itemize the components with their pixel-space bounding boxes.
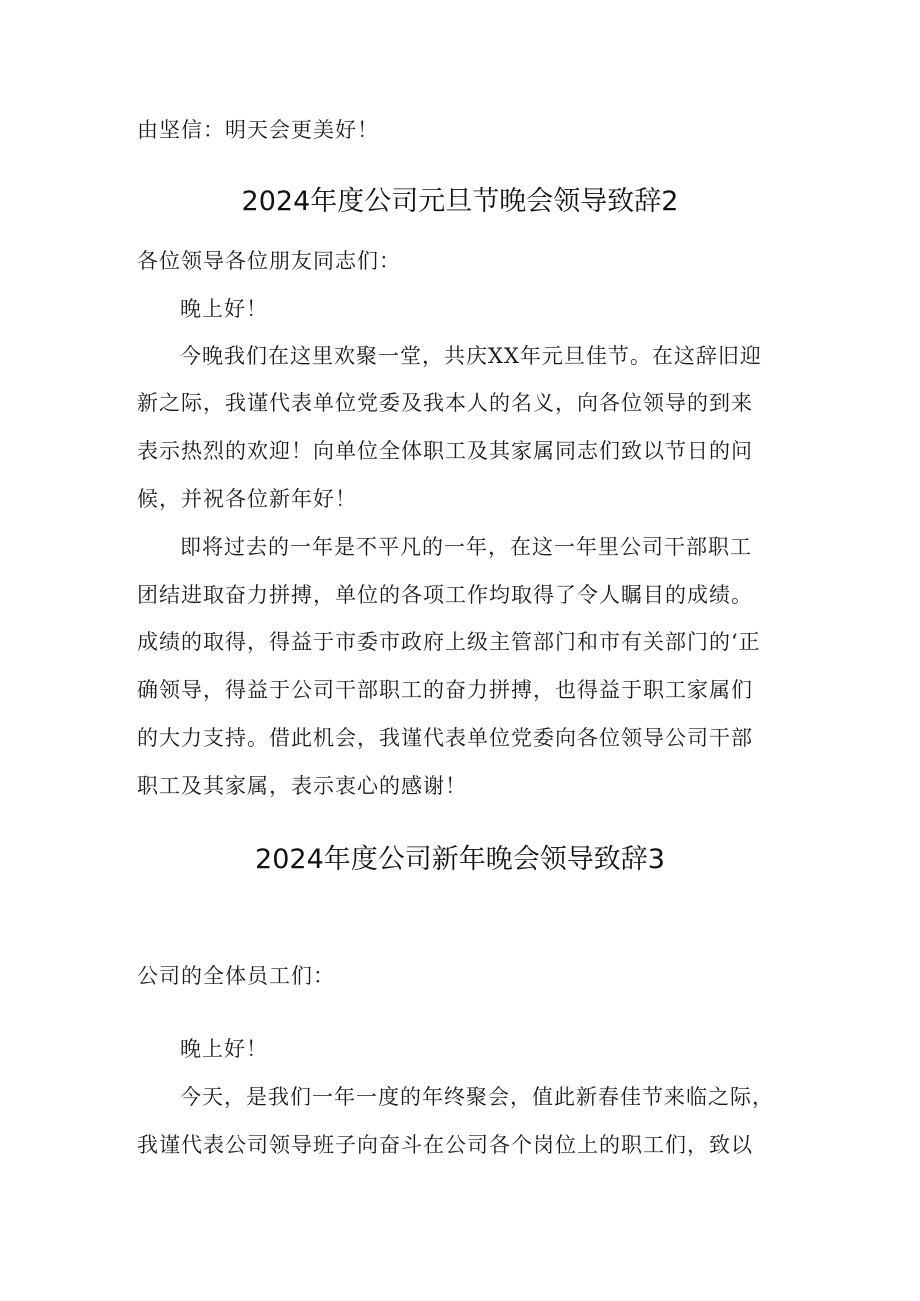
salutation: 各位领导各位朋友同志们： xyxy=(137,249,401,273)
paragraph-line: 新之际，我谨代表单位党委及我本人的名义，向各位领导的到来 xyxy=(137,391,753,415)
section-heading-3: 2024年度公司新年晚会领导致辞3 xyxy=(255,844,665,875)
paragraph-line: 的大力支持。借此机会，我谨代表单位党委向各位领导公司干部 xyxy=(137,726,753,750)
paragraph-line: 团结进取奋力拼搏，单位的各项工作均取得了令人瞩目的成绩。 xyxy=(137,583,753,607)
paragraph-line: 表示热烈的欢迎！向单位全体职工及其家属同志们致以节日的问 xyxy=(137,439,753,463)
paragraph-line: 成绩的取得，得益于市委市政府上级主管部门和市有关部门的‘正 xyxy=(137,630,761,654)
paragraph-line: 今晚我们在这里欢聚一堂，共庆XX年元旦佳节。在这辞旧迎 xyxy=(180,344,762,368)
section-heading-2: 2024年度公司元旦节晚会领导致辞2 xyxy=(241,186,679,217)
paragraph-line: 今天，是我们一年一度的年终聚会，值此新春佳节来临之际， xyxy=(180,1085,774,1109)
salutation: 公司的全体员工们： xyxy=(137,964,335,988)
paragraph-line: 由坚信：明天会更美好！ xyxy=(137,118,379,142)
paragraph-line: 候，并祝各位新年好！ xyxy=(137,487,357,511)
paragraph-line: 确领导，得益于公司干部职工的奋力拼搏，也得益于职工家属们 xyxy=(137,678,753,702)
paragraph-line: 我谨代表公司领导班子向奋斗在公司各个岗位上的职工们，致以 xyxy=(137,1133,753,1157)
greeting: 晚上好！ xyxy=(180,297,268,321)
paragraph-line: 职工及其家属，表示衷心的感谢！ xyxy=(137,774,467,798)
greeting: 晚上好！ xyxy=(180,1037,268,1061)
paragraph-line: 即将过去的一年是不平凡的一年，在这一年里公司干部职工 xyxy=(180,535,752,559)
